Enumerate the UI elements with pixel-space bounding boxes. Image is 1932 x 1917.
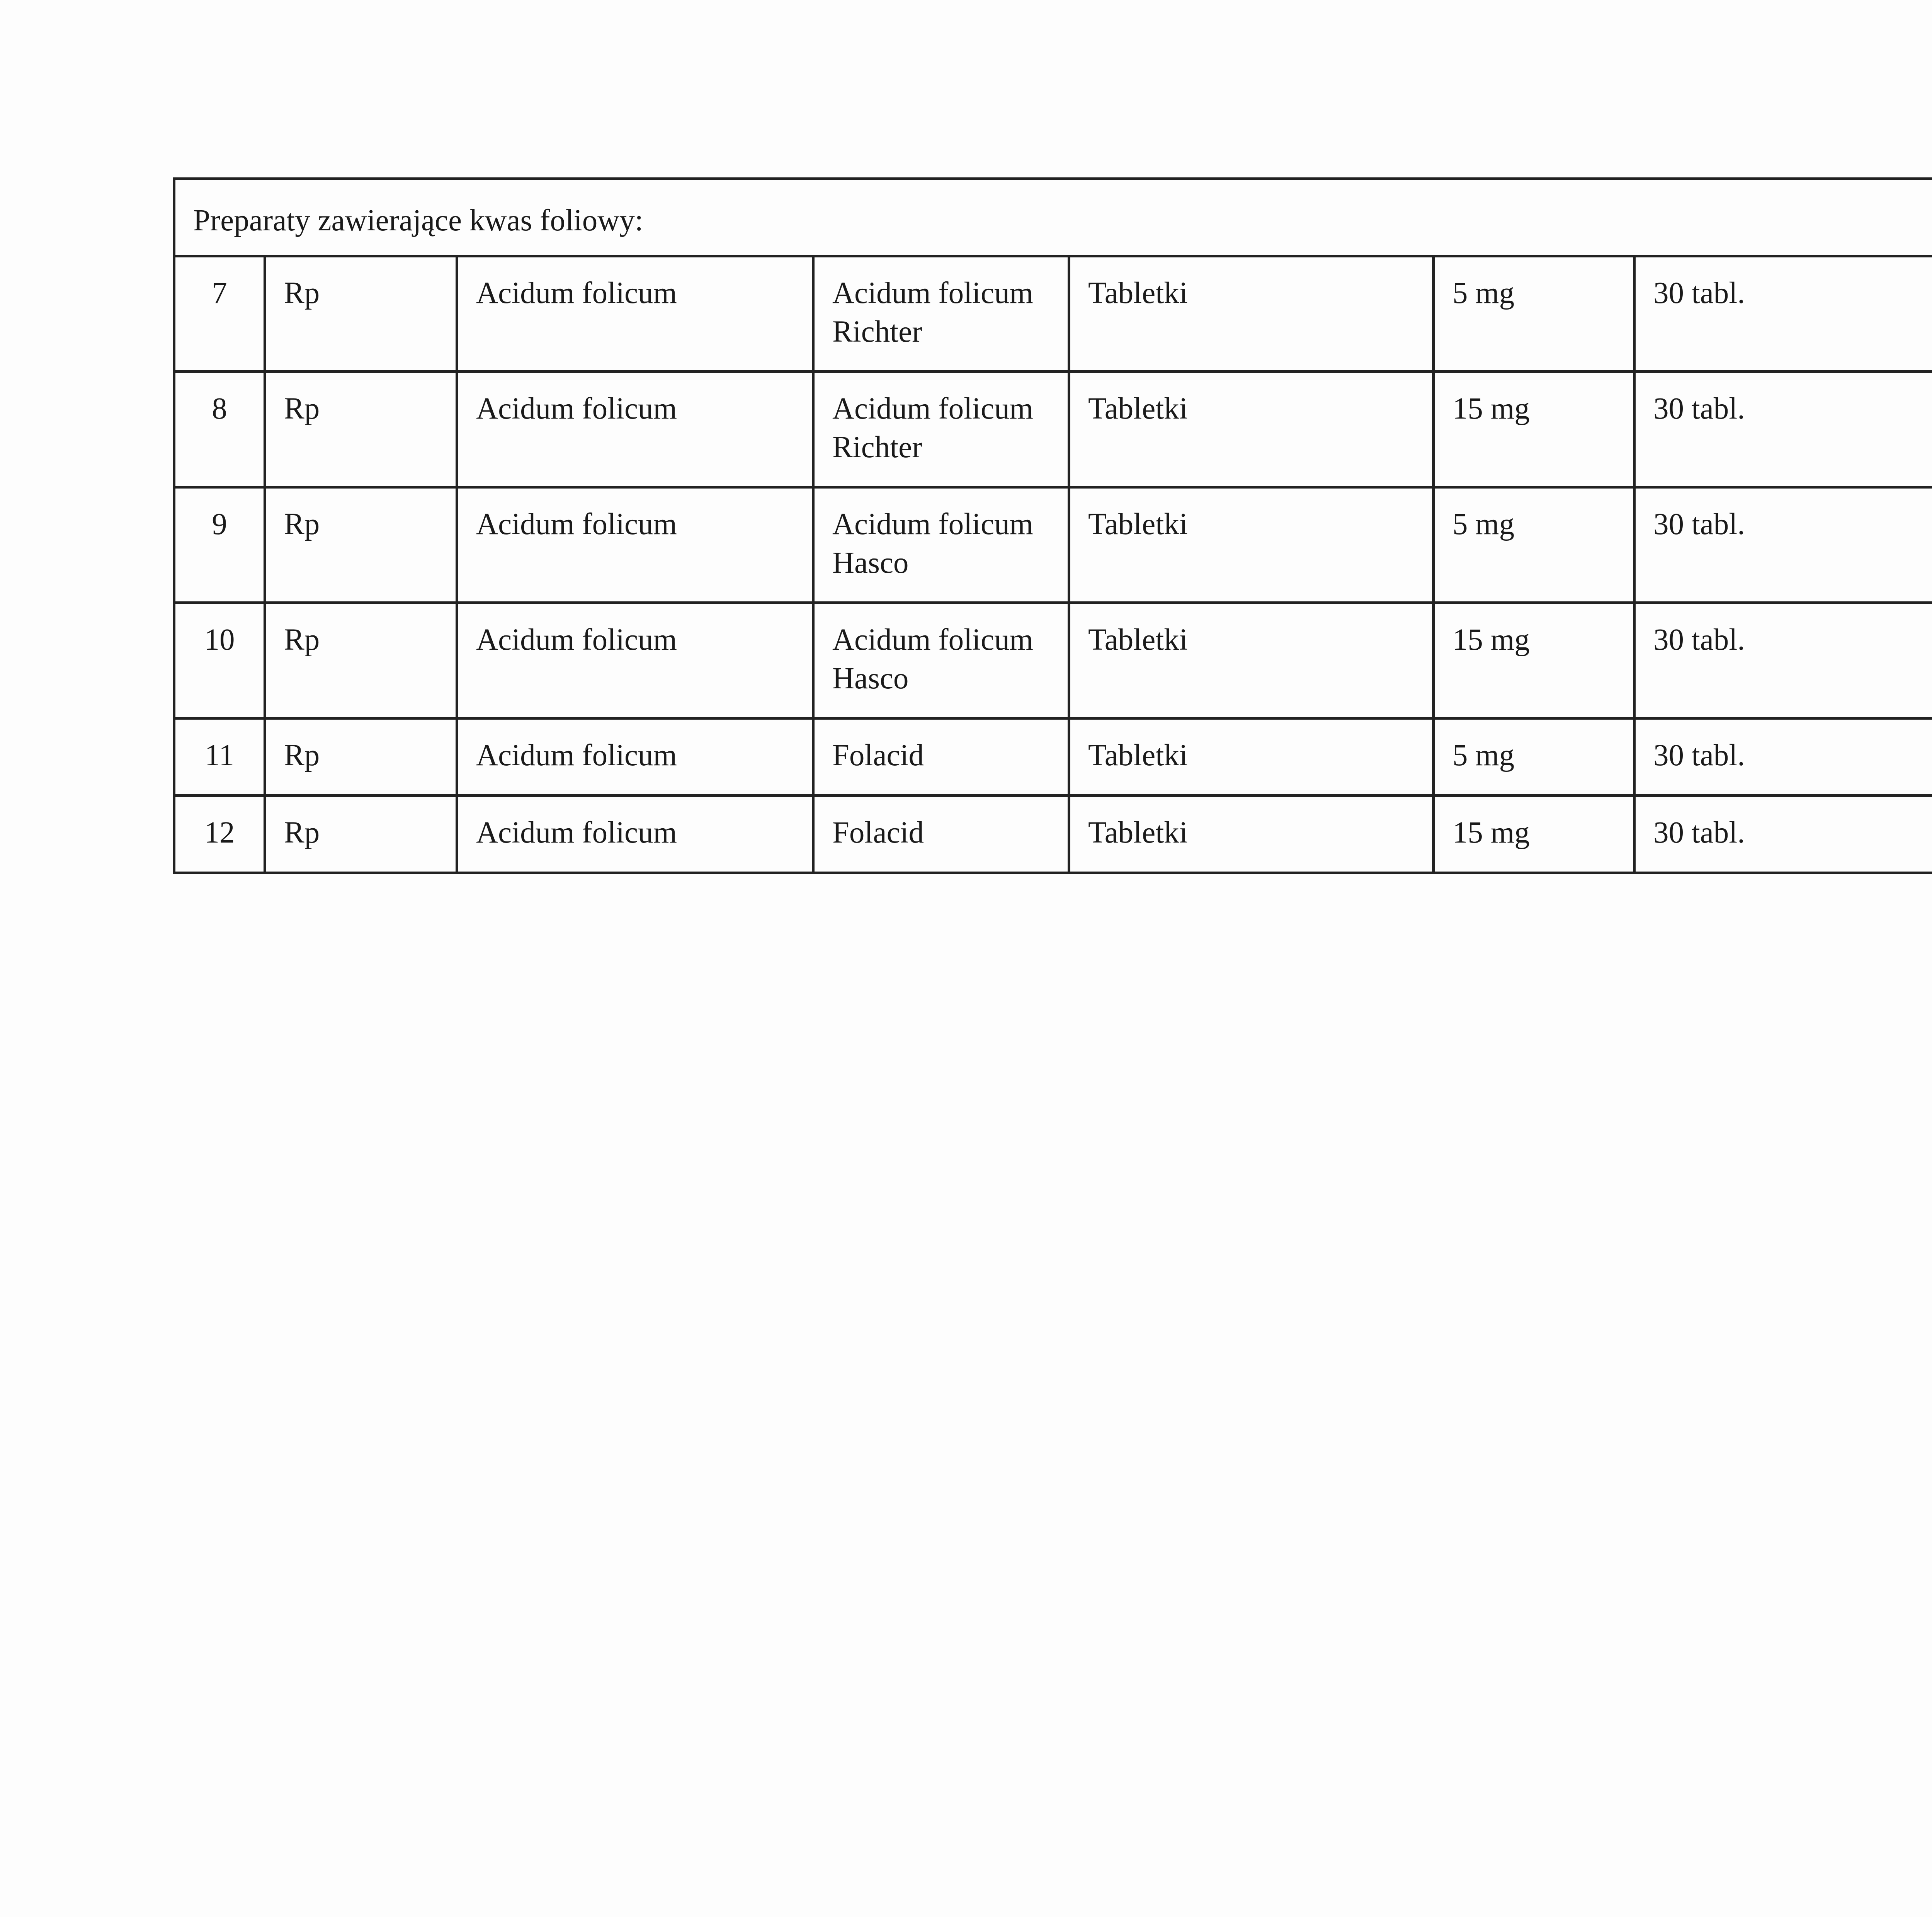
row-package: 30 tabl. bbox=[1634, 372, 1932, 487]
row-package: 30 tabl. bbox=[1634, 256, 1932, 372]
row-form: Tabletki bbox=[1069, 256, 1434, 372]
row-dose: 15 mg bbox=[1434, 796, 1634, 873]
row-category: Rp bbox=[265, 487, 457, 603]
table-heading: Preparaty zawierające kwas foliowy: bbox=[174, 179, 1932, 256]
row-product-name: Folacid bbox=[813, 718, 1069, 796]
row-category: Rp bbox=[265, 372, 457, 487]
table-row bbox=[174, 603, 1932, 718]
row-number: 10 bbox=[174, 603, 265, 718]
row-product-name: Folacid bbox=[813, 796, 1069, 873]
row-substance: Acidum folicum bbox=[457, 487, 813, 603]
row-package: 30 tabl. bbox=[1634, 603, 1932, 718]
table-row bbox=[174, 256, 1932, 372]
row-dose: 15 mg bbox=[1434, 603, 1634, 718]
table-row bbox=[174, 796, 1932, 873]
preparations-table bbox=[173, 177, 1932, 874]
row-dose: 5 mg bbox=[1434, 256, 1634, 372]
row-package: 30 tabl. bbox=[1634, 718, 1932, 796]
row-substance: Acidum folicum bbox=[457, 796, 813, 873]
row-product-name: Acidum folicum Richter bbox=[813, 256, 1069, 372]
row-substance: Acidum folicum bbox=[457, 256, 813, 372]
row-number: 7 bbox=[174, 256, 265, 372]
row-substance: Acidum folicum bbox=[457, 372, 813, 487]
row-substance: Acidum folicum bbox=[457, 603, 813, 718]
row-dose: 5 mg bbox=[1434, 718, 1634, 796]
row-number: 12 bbox=[174, 796, 265, 873]
row-form: Tabletki bbox=[1069, 718, 1434, 796]
row-product-name: Acidum folicum Hasco bbox=[813, 487, 1069, 603]
table-heading-row bbox=[174, 179, 1932, 256]
row-form: Tabletki bbox=[1069, 796, 1434, 873]
row-form: Tabletki bbox=[1069, 372, 1434, 487]
row-dose: 15 mg bbox=[1434, 372, 1634, 487]
row-form: Tabletki bbox=[1069, 603, 1434, 718]
row-substance: Acidum folicum bbox=[457, 718, 813, 796]
row-category: Rp bbox=[265, 718, 457, 796]
row-package: 30 tabl. bbox=[1634, 796, 1932, 873]
row-category: Rp bbox=[265, 256, 457, 372]
row-product-name: Acidum folicum Hasco bbox=[813, 603, 1069, 718]
table-row bbox=[174, 372, 1932, 487]
row-dose: 5 mg bbox=[1434, 487, 1634, 603]
row-category: Rp bbox=[265, 603, 457, 718]
row-number: 8 bbox=[174, 372, 265, 487]
row-category: Rp bbox=[265, 796, 457, 873]
table-row bbox=[174, 487, 1932, 603]
table-row bbox=[174, 718, 1932, 796]
row-product-name: Acidum folicum Richter bbox=[813, 372, 1069, 487]
row-number: 9 bbox=[174, 487, 265, 603]
row-form: Tabletki bbox=[1069, 487, 1434, 603]
row-package: 30 tabl. bbox=[1634, 487, 1932, 603]
row-number: 11 bbox=[174, 718, 265, 796]
